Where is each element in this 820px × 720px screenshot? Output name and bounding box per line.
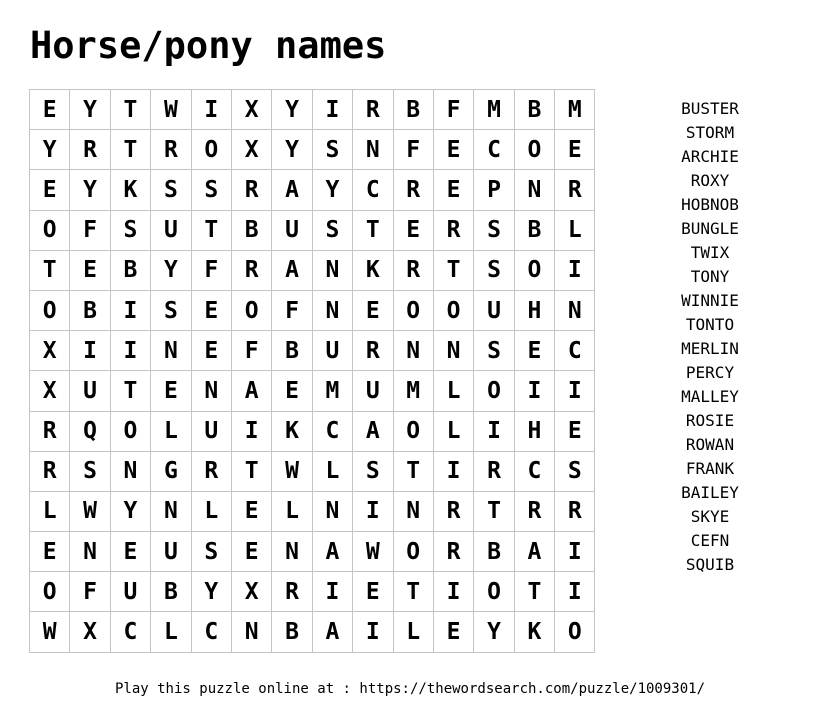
grid-cell: R — [514, 491, 554, 531]
grid-row — [30, 331, 595, 371]
grid-cell: O — [514, 250, 554, 290]
grid-cell: U — [70, 371, 110, 411]
grid-cell: X — [231, 572, 271, 612]
word-list-item: PERCY — [685, 363, 735, 382]
grid-cell: B — [272, 612, 312, 652]
word-list-item: ROXY — [690, 171, 730, 190]
grid-cell: Y — [191, 572, 231, 612]
grid-cell: N — [312, 250, 352, 290]
grid-cell: A — [272, 250, 312, 290]
grid-cell: S — [474, 210, 514, 250]
grid-cell: I — [231, 411, 271, 451]
grid-cell: O — [514, 130, 554, 170]
grid-cell: E — [30, 170, 70, 210]
grid-cell: E — [30, 90, 70, 130]
grid-cell: A — [231, 371, 271, 411]
grid-cell: R — [231, 250, 271, 290]
grid-row — [30, 451, 595, 491]
grid-cell: I — [110, 331, 150, 371]
grid-row — [30, 532, 595, 572]
grid-cell: R — [191, 451, 231, 491]
grid-cell: T — [191, 210, 231, 250]
word-list-item: TONY — [690, 267, 730, 286]
grid-cell: S — [474, 250, 514, 290]
grid-cell: S — [353, 451, 393, 491]
grid-cell: K — [353, 250, 393, 290]
grid-cell: Y — [30, 130, 70, 170]
grid-cell: N — [433, 331, 473, 371]
grid-cell: F — [70, 210, 110, 250]
grid-cell: T — [393, 451, 433, 491]
grid-cell: I — [555, 572, 595, 612]
grid-cell: N — [272, 532, 312, 572]
grid-cell: B — [474, 532, 514, 572]
letter-grid — [29, 89, 595, 653]
grid-cell: I — [110, 290, 150, 330]
grid-cell: F — [231, 331, 271, 371]
grid-cell: E — [353, 290, 393, 330]
word-list-item: ARCHIE — [681, 147, 739, 166]
grid-cell: S — [191, 532, 231, 572]
grid-cell: U — [474, 290, 514, 330]
grid-cell: E — [231, 491, 271, 531]
grid-cell: N — [312, 491, 352, 531]
word-list-item: TWIX — [690, 243, 730, 262]
grid-cell: E — [231, 532, 271, 572]
grid-cell: U — [272, 210, 312, 250]
grid-cell: T — [353, 210, 393, 250]
grid-cell: U — [191, 411, 231, 451]
grid-cell: E — [433, 130, 473, 170]
grid-cell: A — [353, 411, 393, 451]
grid-cell: K — [110, 170, 150, 210]
grid-cell: S — [110, 210, 150, 250]
grid-cell: N — [70, 532, 110, 572]
grid-cell: E — [191, 290, 231, 330]
grid-cell: R — [433, 491, 473, 531]
grid-cell: R — [272, 572, 312, 612]
grid-cell: N — [151, 491, 191, 531]
grid-cell: X — [231, 130, 271, 170]
grid-cell: W — [151, 90, 191, 130]
grid-row — [30, 90, 595, 130]
grid-cell: I — [555, 532, 595, 572]
grid-cell: T — [474, 491, 514, 531]
grid-cell: B — [110, 250, 150, 290]
grid-cell: W — [353, 532, 393, 572]
grid-cell: L — [151, 411, 191, 451]
grid-cell: L — [312, 451, 352, 491]
grid-cell: B — [231, 210, 271, 250]
grid-cell: U — [151, 210, 191, 250]
grid-cell: B — [272, 331, 312, 371]
grid-cell: N — [312, 290, 352, 330]
grid-cell: F — [433, 90, 473, 130]
grid-cell: U — [312, 331, 352, 371]
grid-cell: C — [353, 170, 393, 210]
grid-cell: C — [555, 331, 595, 371]
grid-cell: N — [231, 612, 271, 652]
grid-cell: O — [30, 290, 70, 330]
grid-cell: C — [312, 411, 352, 451]
grid-row — [30, 130, 595, 170]
word-list-item: FRANK — [685, 459, 735, 478]
grid-cell: H — [514, 290, 554, 330]
word-list-item: STORM — [685, 123, 735, 142]
grid-cell: S — [312, 210, 352, 250]
word-list-item: BUNGLE — [681, 219, 739, 238]
grid-cell: F — [70, 572, 110, 612]
grid-cell: P — [474, 170, 514, 210]
word-list-item: HOBNOB — [681, 195, 739, 214]
grid-cell: N — [393, 331, 433, 371]
puzzle-title: Horse/pony names — [30, 24, 387, 67]
grid-row — [30, 250, 595, 290]
grid-cell: Q — [70, 411, 110, 451]
grid-cell: X — [30, 331, 70, 371]
grid-cell: Y — [70, 170, 110, 210]
word-list-item: SKYE — [690, 507, 730, 526]
grid-row — [30, 612, 595, 652]
grid-cell: T — [231, 451, 271, 491]
word-list-item: ROWAN — [685, 435, 735, 454]
letter-grid-body — [30, 90, 595, 653]
grid-cell: W — [272, 451, 312, 491]
grid-cell: A — [514, 532, 554, 572]
grid-cell: S — [191, 170, 231, 210]
grid-cell: R — [474, 451, 514, 491]
grid-cell: T — [110, 90, 150, 130]
grid-cell: U — [353, 371, 393, 411]
grid-cell: X — [30, 371, 70, 411]
grid-cell: X — [231, 90, 271, 130]
grid-cell: T — [30, 250, 70, 290]
grid-cell: I — [474, 411, 514, 451]
word-list — [660, 97, 760, 577]
word-list-item: BUSTER — [681, 99, 739, 118]
word-list-item: CEFN — [690, 531, 730, 550]
grid-cell: Y — [272, 130, 312, 170]
grid-cell: E — [555, 411, 595, 451]
grid-cell: R — [393, 170, 433, 210]
grid-cell: H — [514, 411, 554, 451]
grid-cell: O — [393, 532, 433, 572]
grid-row — [30, 170, 595, 210]
grid-cell: I — [312, 572, 352, 612]
grid-cell: W — [30, 612, 70, 652]
grid-cell: Y — [70, 90, 110, 130]
grid-cell: G — [151, 451, 191, 491]
grid-cell: L — [433, 411, 473, 451]
grid-cell: K — [514, 612, 554, 652]
grid-cell: S — [555, 451, 595, 491]
grid-cell: N — [151, 331, 191, 371]
grid-cell: X — [70, 612, 110, 652]
grid-cell: R — [555, 170, 595, 210]
grid-cell: C — [474, 130, 514, 170]
grid-cell: R — [151, 130, 191, 170]
grid-cell: O — [110, 411, 150, 451]
grid-cell: F — [393, 130, 433, 170]
grid-cell: T — [433, 250, 473, 290]
grid-cell: K — [272, 411, 312, 451]
grid-cell: I — [353, 491, 393, 531]
grid-cell: I — [433, 572, 473, 612]
grid-row — [30, 491, 595, 531]
grid-cell: B — [151, 572, 191, 612]
grid-cell: N — [191, 371, 231, 411]
grid-cell: B — [514, 210, 554, 250]
grid-cell: E — [514, 331, 554, 371]
grid-cell: L — [555, 210, 595, 250]
grid-cell: S — [151, 170, 191, 210]
grid-cell: O — [393, 411, 433, 451]
grid-row — [30, 371, 595, 411]
grid-cell: M — [555, 90, 595, 130]
grid-row — [30, 572, 595, 612]
grid-cell: A — [312, 612, 352, 652]
grid-cell: I — [433, 451, 473, 491]
grid-cell: O — [433, 290, 473, 330]
grid-cell: N — [393, 491, 433, 531]
grid-cell: Y — [110, 491, 150, 531]
grid-cell: B — [70, 290, 110, 330]
grid-cell: I — [555, 250, 595, 290]
grid-cell: B — [514, 90, 554, 130]
grid-cell: S — [70, 451, 110, 491]
grid-cell: E — [151, 371, 191, 411]
grid-cell: A — [272, 170, 312, 210]
grid-cell: N — [555, 290, 595, 330]
grid-cell: R — [393, 250, 433, 290]
grid-row — [30, 411, 595, 451]
grid-cell: I — [191, 90, 231, 130]
grid-cell: Y — [312, 170, 352, 210]
grid-cell: O — [191, 130, 231, 170]
grid-cell: O — [30, 210, 70, 250]
word-list-item: MERLIN — [681, 339, 739, 358]
grid-cell: O — [30, 572, 70, 612]
grid-cell: I — [514, 371, 554, 411]
grid-row — [30, 210, 595, 250]
grid-cell: T — [110, 130, 150, 170]
grid-cell: E — [353, 572, 393, 612]
grid-cell: O — [231, 290, 271, 330]
grid-cell: E — [70, 250, 110, 290]
grid-cell: O — [555, 612, 595, 652]
grid-cell: W — [70, 491, 110, 531]
grid-cell: N — [353, 130, 393, 170]
grid-row — [30, 290, 595, 330]
grid-cell: R — [433, 210, 473, 250]
grid-cell: E — [433, 170, 473, 210]
grid-cell: E — [393, 210, 433, 250]
grid-cell: I — [353, 612, 393, 652]
grid-cell: I — [555, 371, 595, 411]
grid-cell: T — [393, 572, 433, 612]
grid-cell: R — [30, 411, 70, 451]
grid-cell: L — [272, 491, 312, 531]
grid-cell: O — [474, 371, 514, 411]
grid-cell: N — [514, 170, 554, 210]
grid-cell: M — [312, 371, 352, 411]
play-online-footer: Play this puzzle online at : https://thewordsearch.com/puzzle/1009301/ — [114, 681, 705, 697]
grid-cell: E — [191, 331, 231, 371]
grid-cell: R — [433, 532, 473, 572]
grid-cell: F — [272, 290, 312, 330]
grid-cell: S — [312, 130, 352, 170]
grid-cell: S — [474, 331, 514, 371]
grid-cell: O — [474, 572, 514, 612]
grid-cell: L — [191, 491, 231, 531]
grid-cell: N — [110, 451, 150, 491]
word-list-item: BAILEY — [681, 483, 739, 502]
grid-cell: R — [353, 331, 393, 371]
grid-cell: L — [393, 612, 433, 652]
grid-cell: E — [272, 371, 312, 411]
grid-cell: R — [555, 491, 595, 531]
grid-cell: I — [70, 331, 110, 371]
grid-cell: C — [110, 612, 150, 652]
grid-cell: Y — [474, 612, 514, 652]
grid-cell: C — [191, 612, 231, 652]
grid-cell: A — [312, 532, 352, 572]
grid-cell: R — [70, 130, 110, 170]
grid-cell: E — [555, 130, 595, 170]
grid-cell: T — [514, 572, 554, 612]
grid-cell: L — [30, 491, 70, 531]
grid-cell: U — [110, 572, 150, 612]
grid-cell: T — [110, 371, 150, 411]
grid-cell: I — [312, 90, 352, 130]
grid-cell: E — [433, 612, 473, 652]
word-list-item: ROSIE — [685, 411, 735, 430]
word-list-item: MALLEY — [681, 387, 739, 406]
word-list-item: TONTO — [685, 315, 735, 334]
grid-cell: R — [353, 90, 393, 130]
grid-cell: E — [110, 532, 150, 572]
grid-cell: R — [231, 170, 271, 210]
grid-cell: M — [474, 90, 514, 130]
grid-cell: B — [393, 90, 433, 130]
word-list-item: WINNIE — [681, 291, 739, 310]
word-list-item: SQUIB — [685, 555, 735, 574]
grid-cell: L — [151, 612, 191, 652]
grid-cell: U — [151, 532, 191, 572]
grid-cell: C — [514, 451, 554, 491]
grid-cell: Y — [151, 250, 191, 290]
grid-cell: F — [191, 250, 231, 290]
grid-cell: Y — [272, 90, 312, 130]
grid-cell: L — [433, 371, 473, 411]
grid-cell: O — [393, 290, 433, 330]
grid-cell: R — [30, 451, 70, 491]
grid-cell: E — [30, 532, 70, 572]
grid-cell: M — [393, 371, 433, 411]
grid-cell: S — [151, 290, 191, 330]
